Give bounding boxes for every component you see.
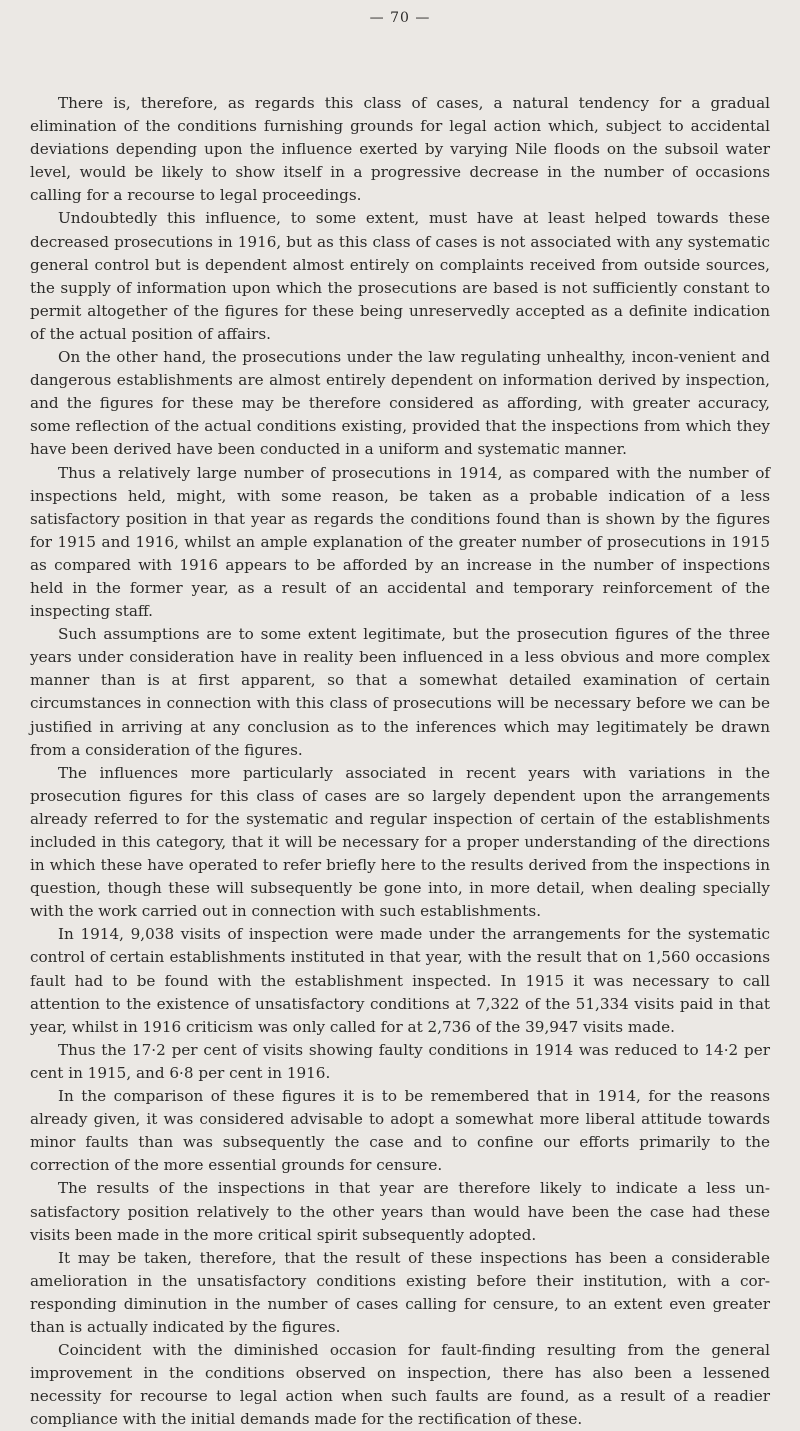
paragraph: The influences more particularly associated in recent years with variations in the prosecution figures for this class of cases are so largely dependent upon the arrangements already referred to for the systematic and regular inspection of certain of the establishments included in this category, that it will be necessary for a proper understanding of the directions in which these have operated to refer briefly here to the results derived from the inspections in question, though these will subsequently be gone into, in more detail, when dealing specially with the work carried out in connection with such establishments. xyxy=(30,763,770,921)
paragraph: Thus the 17·2 per cent of visits showing faulty conditions in 1914 was reduced to 14·2 per cent in 1915, and 6·8 per cent in 1916. xyxy=(30,1040,770,1082)
paragraph: The results of the inspections in that year are therefore likely to indicate a less un-satisfactory position relatively to the other years than would have been the case had these visits been made in the more critical spirit subsequently adopted. xyxy=(30,1179,770,1244)
paragraph: In the comparison of these figures it is to be remembered that in 1914, for the reasons already given, it was considered advisable to adopt a somewhat more liberal attitude towards minor faults than was subsequently the case and to confine our efforts primarily to the correction of the more essential grounds for censure. xyxy=(30,1087,770,1175)
paragraph: There is, therefore, as regards this class of cases, a natural tendency for a gradual elimination of the conditions furnishing grounds for legal action which, subject to accidental deviations depending upon the influence exerted by varying Nile floods on the subsoil water level, would be likely to show itself in a progressive decrease in the number of occasions calling for a recourse to legal proceedings. xyxy=(30,94,770,205)
paragraph: Coincident with the diminished occasion for fault-finding resulting from the general improvement in the conditions observed on inspection, there has also been a lessened necessity for recourse to legal action when such faults are found, as a result of a readier compliance with the initial demands made for the rectification of these. xyxy=(30,1341,770,1429)
paragraph: In 1914, 9,038 visits of inspection were made under the arrangements for the systematic control of certain establishments instituted in that year, with the result that on 1,560 occasions fault had to be found with the establishment inspected. In 1915 it was necessary to call attention to the existence of unsatisfactory conditions at 7,322 of the 51,334 visits paid in that year, whilst in 1916 criticism was only called for at 2,736 of the 39,947 visits made. xyxy=(30,925,770,1036)
paragraph: On the other hand, the prosecutions under the law regulating unhealthy, incon-venient and dangerous establishments are almost entirely dependent on information derived by inspection, and the figures for these may be therefore considered as affording, with greater accuracy, some reflection of the actual conditions existing, provided that the inspections from which they have been derived have been conducted in a uniform and systematic manner. xyxy=(30,348,770,459)
paragraph: It may be taken, therefore, that the result of these inspections has been a considerable amelioration in the unsatisfactory conditions existing before their institution, with a cor-responding diminution in the number of cases calling for censure, to an extent even greater than is actually indicated by the figures. xyxy=(30,1248,770,1336)
body-text xyxy=(30,92,770,1431)
paragraph: Undoubtedly this influence, to some extent, must have at least helped towards these decreased prosecutions in 1916, but as this class of cases is not associated with any systematic general control but is dependent almost entirely on complaints received from outside sources, the supply of information upon which the prosecutions are based is not sufficiently constant to permit altogether of the figures for these being unreservedly accepted as a definite indication of the actual position of affairs. xyxy=(30,209,770,343)
paragraph: Thus a relatively large number of prosecutions in 1914, as compared with the number of inspections held, might, with some reason, be taken as a probable indication of a less satisfactory position in that year as regards the conditions found than is shown by the figures for 1915 and 1916, whilst an ample explanation of the greater number of prosecutions in 1915 as compared with 1916 appears to be afforded by an increase in the number of inspections held in the former year, as a result of an accidental and temporary reinforcement of the inspecting staff. xyxy=(30,463,770,621)
page-number: — 70 — xyxy=(369,10,431,26)
paragraph: Such assumptions are to some extent legitimate, but the prosecution figures of the three years under consideration have in reality been influenced in a less obvious and more complex manner than is at first apparent, so that a somewhat detailed examination of certain circumstances in connection with this class of prosecutions will be necessary before we can be justified in arriving at any conclusion as to the inferences which may legitimately be drawn from a consideration of the figures. xyxy=(30,625,770,759)
